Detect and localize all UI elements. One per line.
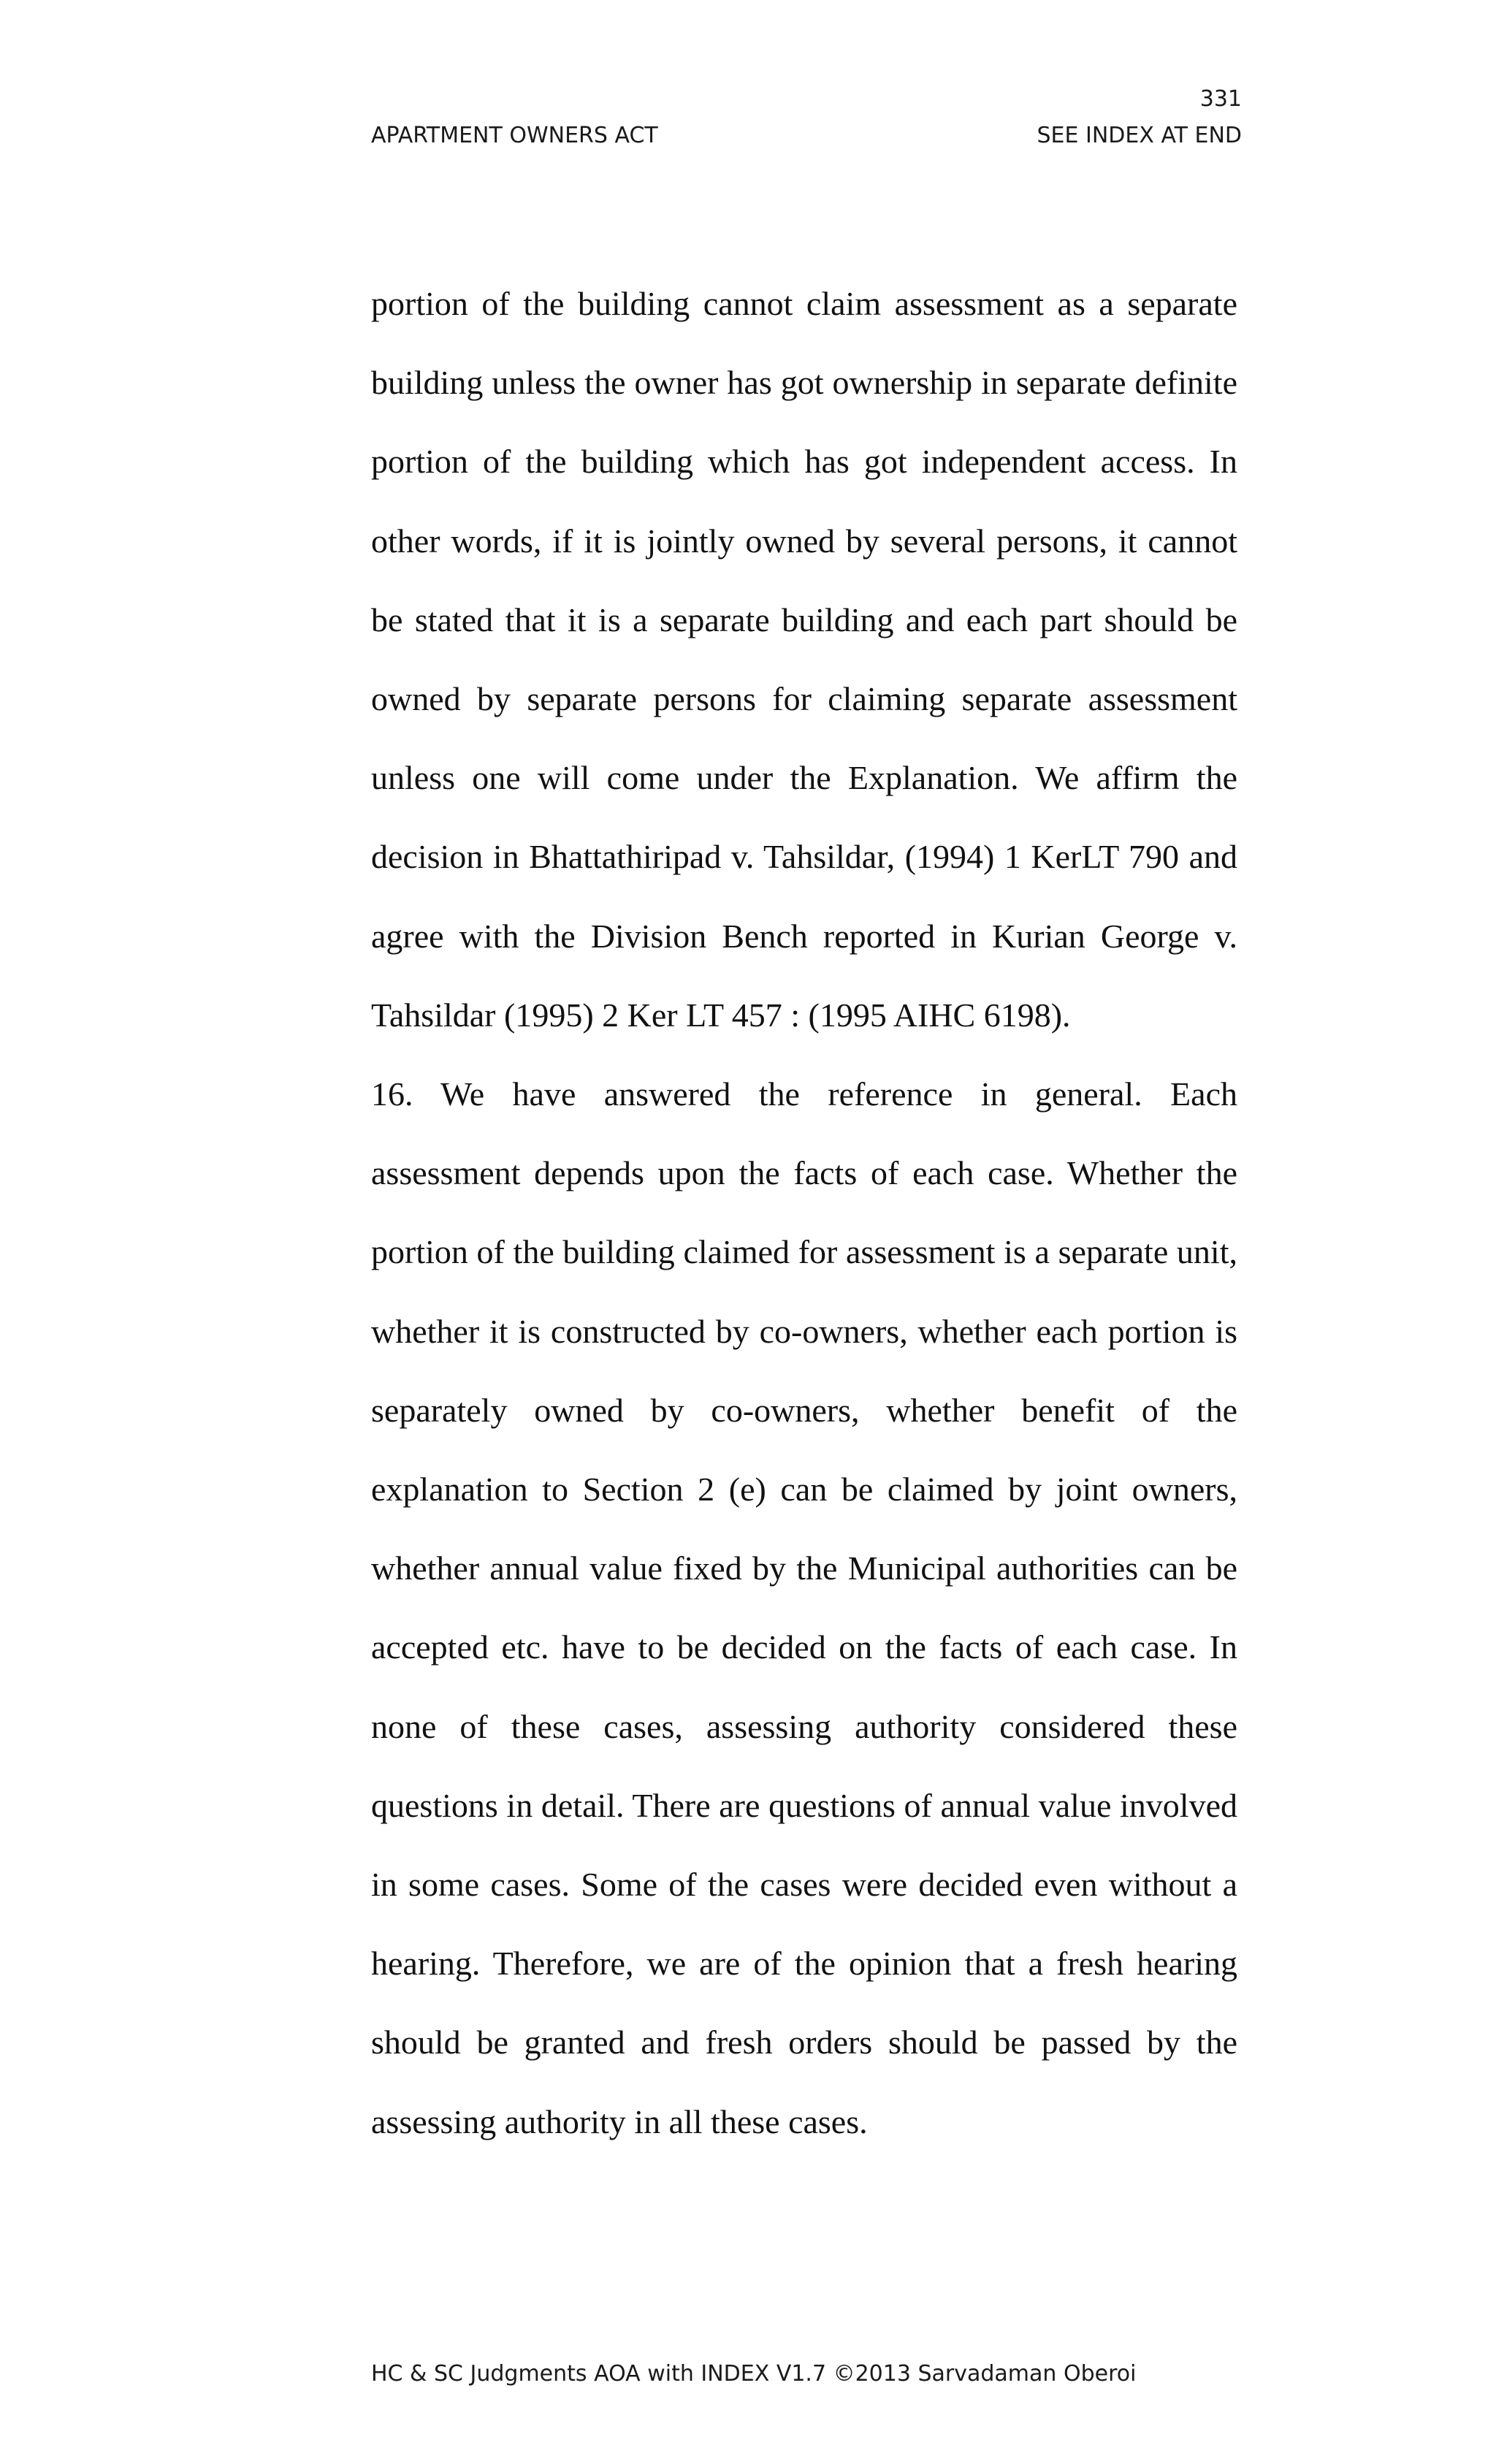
page-number: 331: [1199, 86, 1242, 112]
header-title: APARTMENT OWNERS ACT: [371, 123, 658, 148]
page-footer: HC & SC Judgments AOA with INDEX V1.7 ©2013 Sarvadaman Oberoi: [371, 2361, 1137, 2387]
running-header: [371, 123, 1242, 148]
header-index-note: SEE INDEX AT END: [1037, 123, 1242, 148]
judgment-text: [371, 264, 1237, 2162]
paragraph-16: 16. We have answered the reference in general. Each assessment depends upon the facts of each case. Whether the portion of the building claimed for assessment is a separate unit, whether it is constructed by co-owners, whether each portion is separately owned by co-owners, whether benefit of the explanation to Section 2 (e) can be claimed by joint owners, whether annual value fixed by the Municipal authorities can be accepted etc. have to be decided on the facts of each case. In none of these cases, assessing authority considered these questions in detail. There are questions of annual value involved in some cases. Some of the cases were decided even without a hearing. Therefore, we are of the opinion that a fresh hearing should be granted and fresh orders should be passed by the assessing authority in all these cases.: [371, 1075, 1237, 2140]
paragraph-continued: portion of the building cannot claim assessment as a separate building unless the owner has got ownership in separate definite portion of the building which has got independent access. In other words, if it is jointly owned by several persons, it cannot be stated that it is a separate building and each part should be owned by separate persons for claiming separate assessment unless one will come under the Explanation. We affirm the decision in Bhattathiripad v. Tahsildar, (1994) 1 KerLT 790 and agree with the Division Bench reported in Kurian George v. Tahsildar (1995) 2 Ker LT 457 : (1995 AIHC 6198).: [371, 285, 1237, 1034]
